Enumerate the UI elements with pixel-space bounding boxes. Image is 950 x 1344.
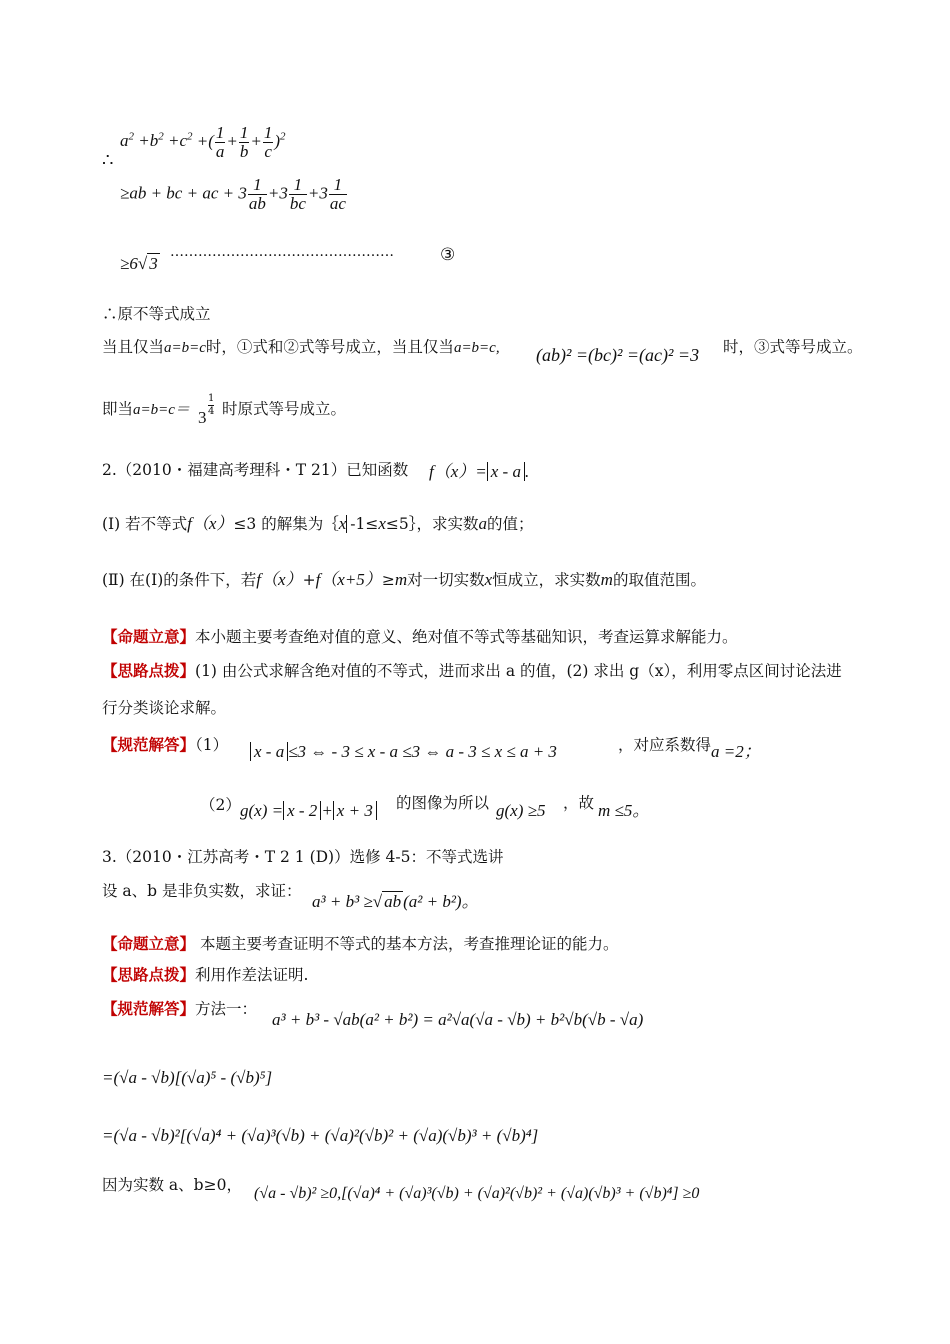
term-a2: $a^2$ [120, 130, 134, 151]
q2-solution-2-num: （2） [200, 796, 241, 814]
q2-intent: 【命题立意】本小题主要考查绝对值的意义、绝对值不等式等基础知识，考查运算求解能力。 [102, 627, 738, 646]
q2-solution-1-answer: a =2； [711, 742, 761, 761]
leader-dots: ………………………………………… [170, 244, 394, 260]
term-b2: $+b^2$ [138, 130, 164, 151]
equality-line-2: 即当a=b=c＝ [102, 400, 190, 418]
hint-label: 【思路点拨】 [102, 661, 196, 680]
q2-title: 2.（2010・福建高考理科・T 21）已知函数 [102, 461, 409, 479]
solution-label: 【规范解答】 [102, 735, 196, 754]
fraction-1-over-a: $\frac{1}{a}$ [215, 123, 225, 161]
equality-condition-line: 当且仅当a=b=c时，①式和②式等号成立，当且仅当a=b=c, [102, 338, 500, 356]
q3-hint: 【思路点拨】利用作差法证明. [102, 965, 309, 984]
fraction-1-over-c: $\frac{1}{c}$ [263, 123, 273, 161]
q3-because-expression: (√a - √b)² ≥0,[(√a)⁴ + (√a)³(√b) + (√a)²(√b)² + (√a)(√b)³ + (√b)⁴] ≥0 [254, 1185, 700, 1202]
math-line-1: $a^2 +b^2 +c^2$ +( $\frac{1}{a}$ + $\frac{1}{b}$ + $\frac{1}{c}$ )$^2$ [120, 123, 286, 161]
therefore-symbol: ∴ [102, 150, 114, 171]
intent-label: 【命题立意】 [102, 627, 196, 646]
q3-intent: 【命题立意】 本题主要考查证明不等式的基本方法，考查推理论证的能力。 [102, 934, 619, 953]
q2-part1: (Ⅰ) 若不等式f（x）≤3 的解集为｛x -1≤x≤5｝，求实数a的值； [102, 514, 534, 533]
solution-label: 【规范解答】 [102, 999, 196, 1018]
q2-solution-1-math: x - a ≤3 ⇔ - 3 ≤ x - a ≤3 ⇔ a - 3 ≤ x ≤ a + 3 [250, 742, 557, 762]
q3-because: 因为实数 a、b≥0， [102, 1176, 242, 1194]
q3-prompt: 设 a、b 是非负实数，求证： [102, 882, 302, 900]
q2-solution-2-answer: m ≤5。 [598, 801, 650, 820]
q2-hint-1: 【思路点拨】(1) 由公式求解含绝对值的不等式，进而求出 a 的值，(2) 求出 g（x），利用零点区间讨论法进 [102, 661, 842, 680]
term-c2: $+c^2$ [167, 130, 193, 151]
fraction-1-over-b: $\frac{1}{b}$ [239, 123, 249, 161]
exponent-fraction: 1 4 [208, 393, 215, 417]
math-line-3: ≥6√ 3 [120, 254, 158, 273]
q2-function: f（x）= x - a . [429, 462, 530, 481]
equality-line-2-tail: 时原式等号成立。 [222, 400, 347, 418]
conclusion-line: ∴原不等式成立 [102, 305, 211, 323]
open-paren: +( [196, 131, 214, 151]
q2-solution-2-math: g(x) = x - 2 + x + 3 [240, 801, 377, 821]
math-line-2: ≥ab + bc + ac + 3 $\frac{1}{ab}$ +3 $\frac{1}{bc}$ +3 $\frac{1}{ac}$ [120, 175, 346, 213]
q2-solution-1: 【规范解答】（1） [102, 735, 229, 754]
intent-label: 【命题立意】 [102, 934, 196, 953]
equality-tail: 时，③式等号成立。 [723, 338, 863, 356]
q2-part2: (Ⅱ) 在(Ⅰ)的条件下，若f（x）+f（x+5）≥m对一切实数x恒成立，求实数m的取值范围。 [102, 570, 706, 589]
fraction-1-over-bc: $\frac{1}{bc}$ [289, 175, 306, 213]
q2-hint-2: 行分类谈论求解。 [102, 699, 227, 717]
hint-label: 【思路点拨】 [102, 965, 196, 984]
q3-inequality: a³ + b³ ≥√ ab (a² + b²)。 [312, 892, 479, 911]
power-three-quarter: 3 [198, 408, 207, 427]
q2-solution-2-text2: ，故 [563, 794, 595, 812]
q3-solution-line-1: a³ + b³ - √ab(a² + b²) = a²√a(√a - √b) + b²√b(√b - √a) [272, 1010, 644, 1029]
q3-solution-line-2: =(√a - √b)[(√a)⁵ - (√b)⁵] [102, 1068, 273, 1087]
q3-solution: 【规范解答】方法一： [102, 999, 258, 1018]
q2-solution-1-text: ，对应系数得 [618, 736, 712, 754]
fraction-1-over-ab: $\frac{1}{ab}$ [248, 175, 266, 213]
circled-3: ③ [440, 245, 456, 265]
equality-expression: (ab)² =(bc)² =(ac)² =3 [536, 345, 700, 365]
q2-solution-2-text: 的图像为所以 [396, 794, 490, 812]
q2-solution-2-g: g(x) ≥5 [496, 801, 546, 820]
q3-title: 3.（2010・江苏高考・T 2 1 (D)）选修 4-5：不等式选讲 [102, 848, 504, 866]
q3-solution-line-3: =(√a - √b)²[(√a)⁴ + (√a)³(√b) + (√a)²(√b)² + (√a)(√b)³ + (√b)⁴] [102, 1126, 539, 1145]
fraction-1-over-ac: $\frac{1}{ac}$ [329, 175, 346, 213]
